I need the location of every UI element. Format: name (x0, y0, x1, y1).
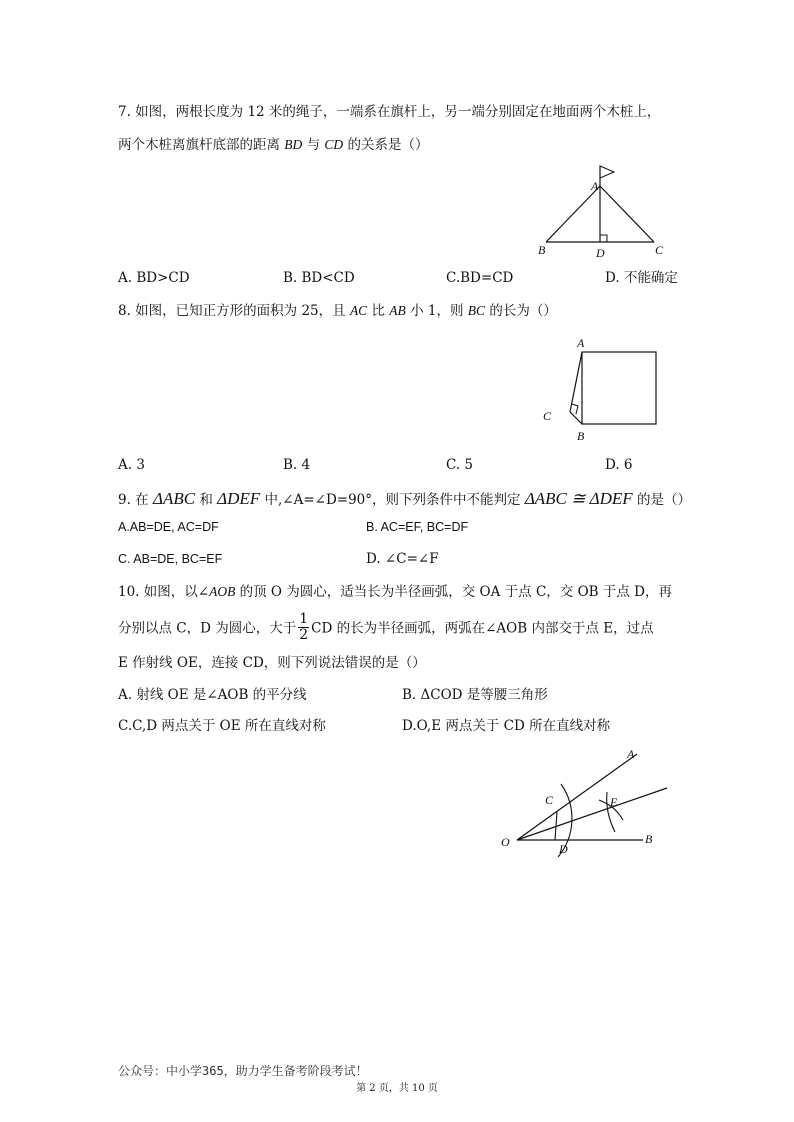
page-number: 第 2 页，共 10 页 (356, 1083, 438, 1094)
q7-line-2-post: 的关系是（） (343, 137, 429, 153)
q9-congruence: ΔABC ≅ ΔDEF (524, 489, 633, 508)
q10-frac-num: 1 (299, 611, 309, 627)
q8-label-b: B (577, 429, 585, 443)
q9-line-1 (118, 490, 691, 508)
q7-flagpole-figure (530, 160, 670, 260)
q7-mid: 与 (302, 137, 325, 153)
q7-label-c: C (655, 243, 664, 257)
q7-line-2 (118, 138, 428, 153)
q7-label-b: B (538, 243, 546, 257)
q7-label-d: D (596, 246, 605, 260)
q10-label-o: O (501, 835, 510, 849)
q10-line-1-post: 的顶 O 为圆心，适当长为半径画弧，交 OA 于点 C，交 OB 于点 D，再 (235, 584, 672, 600)
q9-option-a: A.AB=DE, AC=DF (118, 520, 219, 534)
q10-line-2-pre: 分别以点 C，D 为圆心，大于 (118, 620, 297, 637)
q10-option-c: C.C,D 两点关于 OE 所在直线对称 (118, 718, 326, 734)
q7-option-d: D. 不能确定 (605, 270, 678, 286)
footer-note: 公众号：中小学365，助力学生备考阶段考试！ (118, 1064, 368, 1078)
q8-label-a: A (577, 336, 585, 350)
q9-option-d: D. ∠C=∠F (366, 551, 439, 567)
q9-and: 和 (195, 492, 218, 508)
q10-fraction (298, 612, 309, 642)
q8-option-a: A. 3 (118, 457, 145, 473)
q8-ac: AC (349, 303, 368, 318)
q8-mid2: 小 1，则 (405, 303, 468, 319)
q10-option-d: D.O,E 两点关于 CD 所在直线对称 (402, 718, 611, 734)
q10-label-d: D (559, 842, 568, 856)
q7-line-1: 7. 如图，两根长度为 12 米的绳子，一端系在旗杆上，另一端分别固定在地面两个木桩上， (118, 104, 661, 120)
q8-option-d: D. 6 (605, 457, 633, 473)
q7-bd: BD (284, 137, 303, 152)
q7-option-c: C.BD=CD (446, 270, 514, 286)
q9-cond: 中,∠A=∠D=90°，则下列条件中不能判定 (260, 492, 525, 508)
q9-option-b: B. AC=EF, BC=DF (366, 520, 469, 534)
q9-pre: 9. 在 (118, 492, 153, 508)
q10-frac-den: 2 (299, 626, 309, 643)
q8-option-b: B. 4 (283, 457, 311, 473)
q10-line-2-post: CD 的长为半径画弧，两弧在∠AOB 内部交于点 E，过点 (311, 620, 654, 637)
q10-label-a: A (627, 747, 635, 761)
q7-option-b: B. BD<CD (283, 270, 355, 286)
q10-option-a: A. 射线 OE 是∠AOB 的平分线 (118, 687, 307, 703)
q10-label-b: B (645, 832, 653, 846)
q8-bc: BC (467, 303, 486, 318)
q9-tri2: ΔDEF (217, 489, 261, 508)
q10-label-e: E (610, 795, 618, 809)
q10-pre: 10. 如图，以 (118, 584, 198, 600)
q10-angle-bisector-figure (495, 740, 675, 860)
q8-post: 的长为（） (485, 303, 557, 319)
q10-line-1 (118, 585, 672, 600)
q9-option-c: C. AB=DE, BC=EF (118, 552, 223, 566)
q9-tri1: ΔABC (152, 489, 196, 508)
q7-cd: CD (324, 137, 344, 152)
q9-post: 的是（） (632, 492, 691, 508)
q7-label-a: A (591, 179, 599, 193)
q8-pre: 8. 如图，已知正方形的面积为 25，且 (118, 303, 350, 319)
q10-aob: ∠AOB (197, 584, 236, 599)
q10-line-3: E 作射线 OE，连接 CD，则下列说法错误的是（） (118, 655, 426, 671)
q7-option-a: A. BD>CD (118, 270, 190, 286)
q8-ab: AB (389, 303, 406, 318)
q8-line-1 (118, 304, 557, 319)
q8-label-c: C (543, 409, 552, 423)
q7-line-2-pre: 两个木桩离旗杆底部的距离 (118, 137, 285, 153)
q8-option-c: C. 5 (446, 457, 474, 473)
q8-mid1: 比 (367, 303, 390, 319)
q10-option-b: B. ΔCOD 是等腰三角形 (402, 687, 548, 703)
q10-label-c: C (545, 793, 554, 807)
q8-square-figure (540, 334, 670, 444)
q10-line-2 (118, 611, 654, 644)
